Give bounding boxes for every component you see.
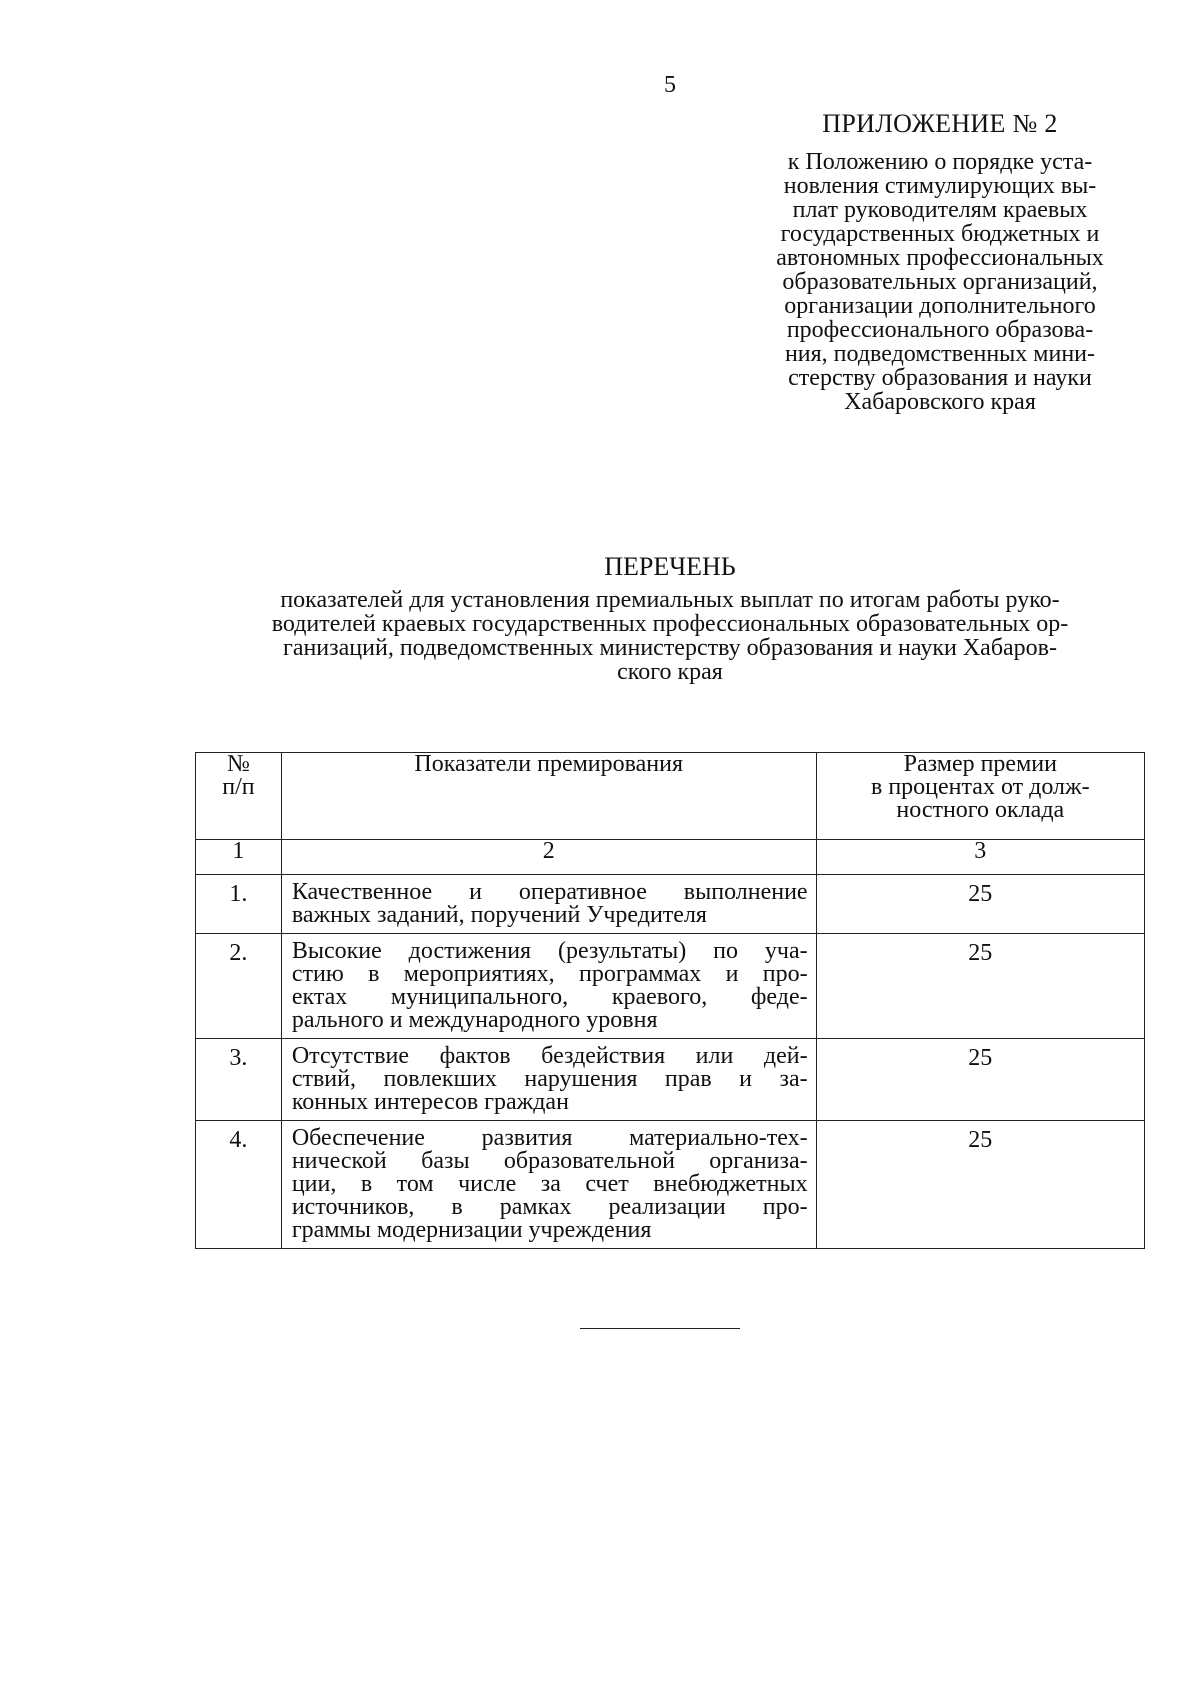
- row-indicator: [281, 934, 816, 1039]
- header-indicator-line: Показатели премирования: [414, 751, 684, 777]
- closing-rule: [580, 1328, 740, 1329]
- row-indicator-line: Отсутствие фактов бездействия или дей-: [291, 1043, 808, 1069]
- row-bonus-value: 25: [816, 1039, 1144, 1121]
- appendix-line: государственных бюджетных и: [780, 221, 1100, 247]
- row-indicator-line: граммы модернизации учреждения: [291, 1217, 652, 1243]
- list-subtitle-line: водителей краевых государственных профессиональных образовательных ор-: [271, 611, 1069, 637]
- header-indicator-cell: [281, 753, 816, 840]
- row-indicator-line: конных интересов граждан: [291, 1089, 569, 1115]
- row-indicator: [281, 1039, 816, 1121]
- table-row: [196, 875, 1145, 934]
- appendix-line: Хабаровского края: [844, 389, 1036, 415]
- appendix-line: новления стимулирующих вы-: [783, 173, 1097, 199]
- table-row: [196, 1121, 1145, 1249]
- row-indicator-line: рального и международного уровня: [291, 1007, 658, 1033]
- row-indicator: [281, 1121, 816, 1249]
- list-title: ПЕРЕЧЕНЬ: [604, 552, 736, 581]
- row-index: 4.: [196, 1121, 282, 1249]
- appendix-block: [740, 109, 1140, 415]
- appendix-title: ПРИЛОЖЕНИЕ № 2: [822, 109, 1058, 138]
- row-indicator-line: стию в мероприятиях, программах и про-: [291, 961, 808, 987]
- appendix-line: стерству образования и науки: [788, 365, 1092, 391]
- header-bonus-cell: [816, 753, 1144, 840]
- appendix-line: к Положению о порядке уста-: [787, 149, 1093, 175]
- appendix-line: образовательных организаций,: [782, 269, 1098, 295]
- row-bonus-value: 25: [816, 934, 1144, 1039]
- list-subtitle-line: ганизаций, подведомственных министерству образования и науки Хабаров-: [282, 635, 1058, 661]
- appendix-line: профессионального образова-: [786, 317, 1094, 343]
- indicators-table: [195, 752, 1145, 1249]
- header-number-line: №: [226, 751, 250, 777]
- table-header-row: [196, 753, 1145, 840]
- row-index: 2.: [196, 934, 282, 1039]
- row-indicator-line: ции, в том числе за счет внебюджетных: [291, 1171, 808, 1197]
- header-number-line: п/п: [222, 774, 255, 800]
- list-subtitle-line: показателей для установления премиальных выплат по итогам работы руко-: [280, 587, 1060, 613]
- row-indicator-line: ствий, повлекших нарушения прав и за-: [291, 1066, 808, 1092]
- row-indicator-line: Обеспечение развития материально-тех-: [291, 1125, 808, 1151]
- column-number-cell: 3: [816, 840, 1144, 875]
- header-bonus-line: в процентах от долж-: [871, 774, 1090, 800]
- row-index: 3.: [196, 1039, 282, 1121]
- list-subtitle: [190, 588, 1150, 684]
- row-index: 1.: [196, 875, 282, 934]
- column-number-cell: 2: [281, 840, 816, 875]
- page-number: 5: [664, 72, 676, 98]
- row-indicator-line: нической базы образовательной организа-: [291, 1148, 808, 1174]
- row-bonus-value: 25: [816, 875, 1144, 934]
- table-row: [196, 1039, 1145, 1121]
- row-bonus-value: 25: [816, 1121, 1144, 1249]
- row-indicator-line: источников, в рамках реализации про-: [291, 1194, 808, 1220]
- row-indicator-line: Качественное и оперативное выполнение: [291, 879, 808, 905]
- list-subtitle-line: ского края: [617, 659, 723, 685]
- row-indicator: [281, 875, 816, 934]
- appendix-line: автономных профессиональных: [776, 245, 1104, 271]
- row-indicator-line: важных заданий, поручений Учредителя: [291, 902, 707, 928]
- row-indicator-line: ектах муниципального, краевого, феде-: [291, 984, 808, 1010]
- header-bonus-line: ностного оклада: [896, 797, 1065, 823]
- appendix-line: организации дополнительного: [784, 293, 1096, 319]
- column-number-row: [196, 840, 1145, 875]
- header-bonus-line: Размер премии: [903, 751, 1057, 777]
- header-number-cell: [196, 753, 282, 840]
- row-indicator-line: Высокие достижения (результаты) по уча-: [291, 938, 808, 964]
- appendix-line: ния, подведомственных мини-: [784, 341, 1096, 367]
- column-number-cell: 1: [196, 840, 282, 875]
- table-row: [196, 934, 1145, 1039]
- appendix-line: плат руководителям краевых: [792, 197, 1088, 223]
